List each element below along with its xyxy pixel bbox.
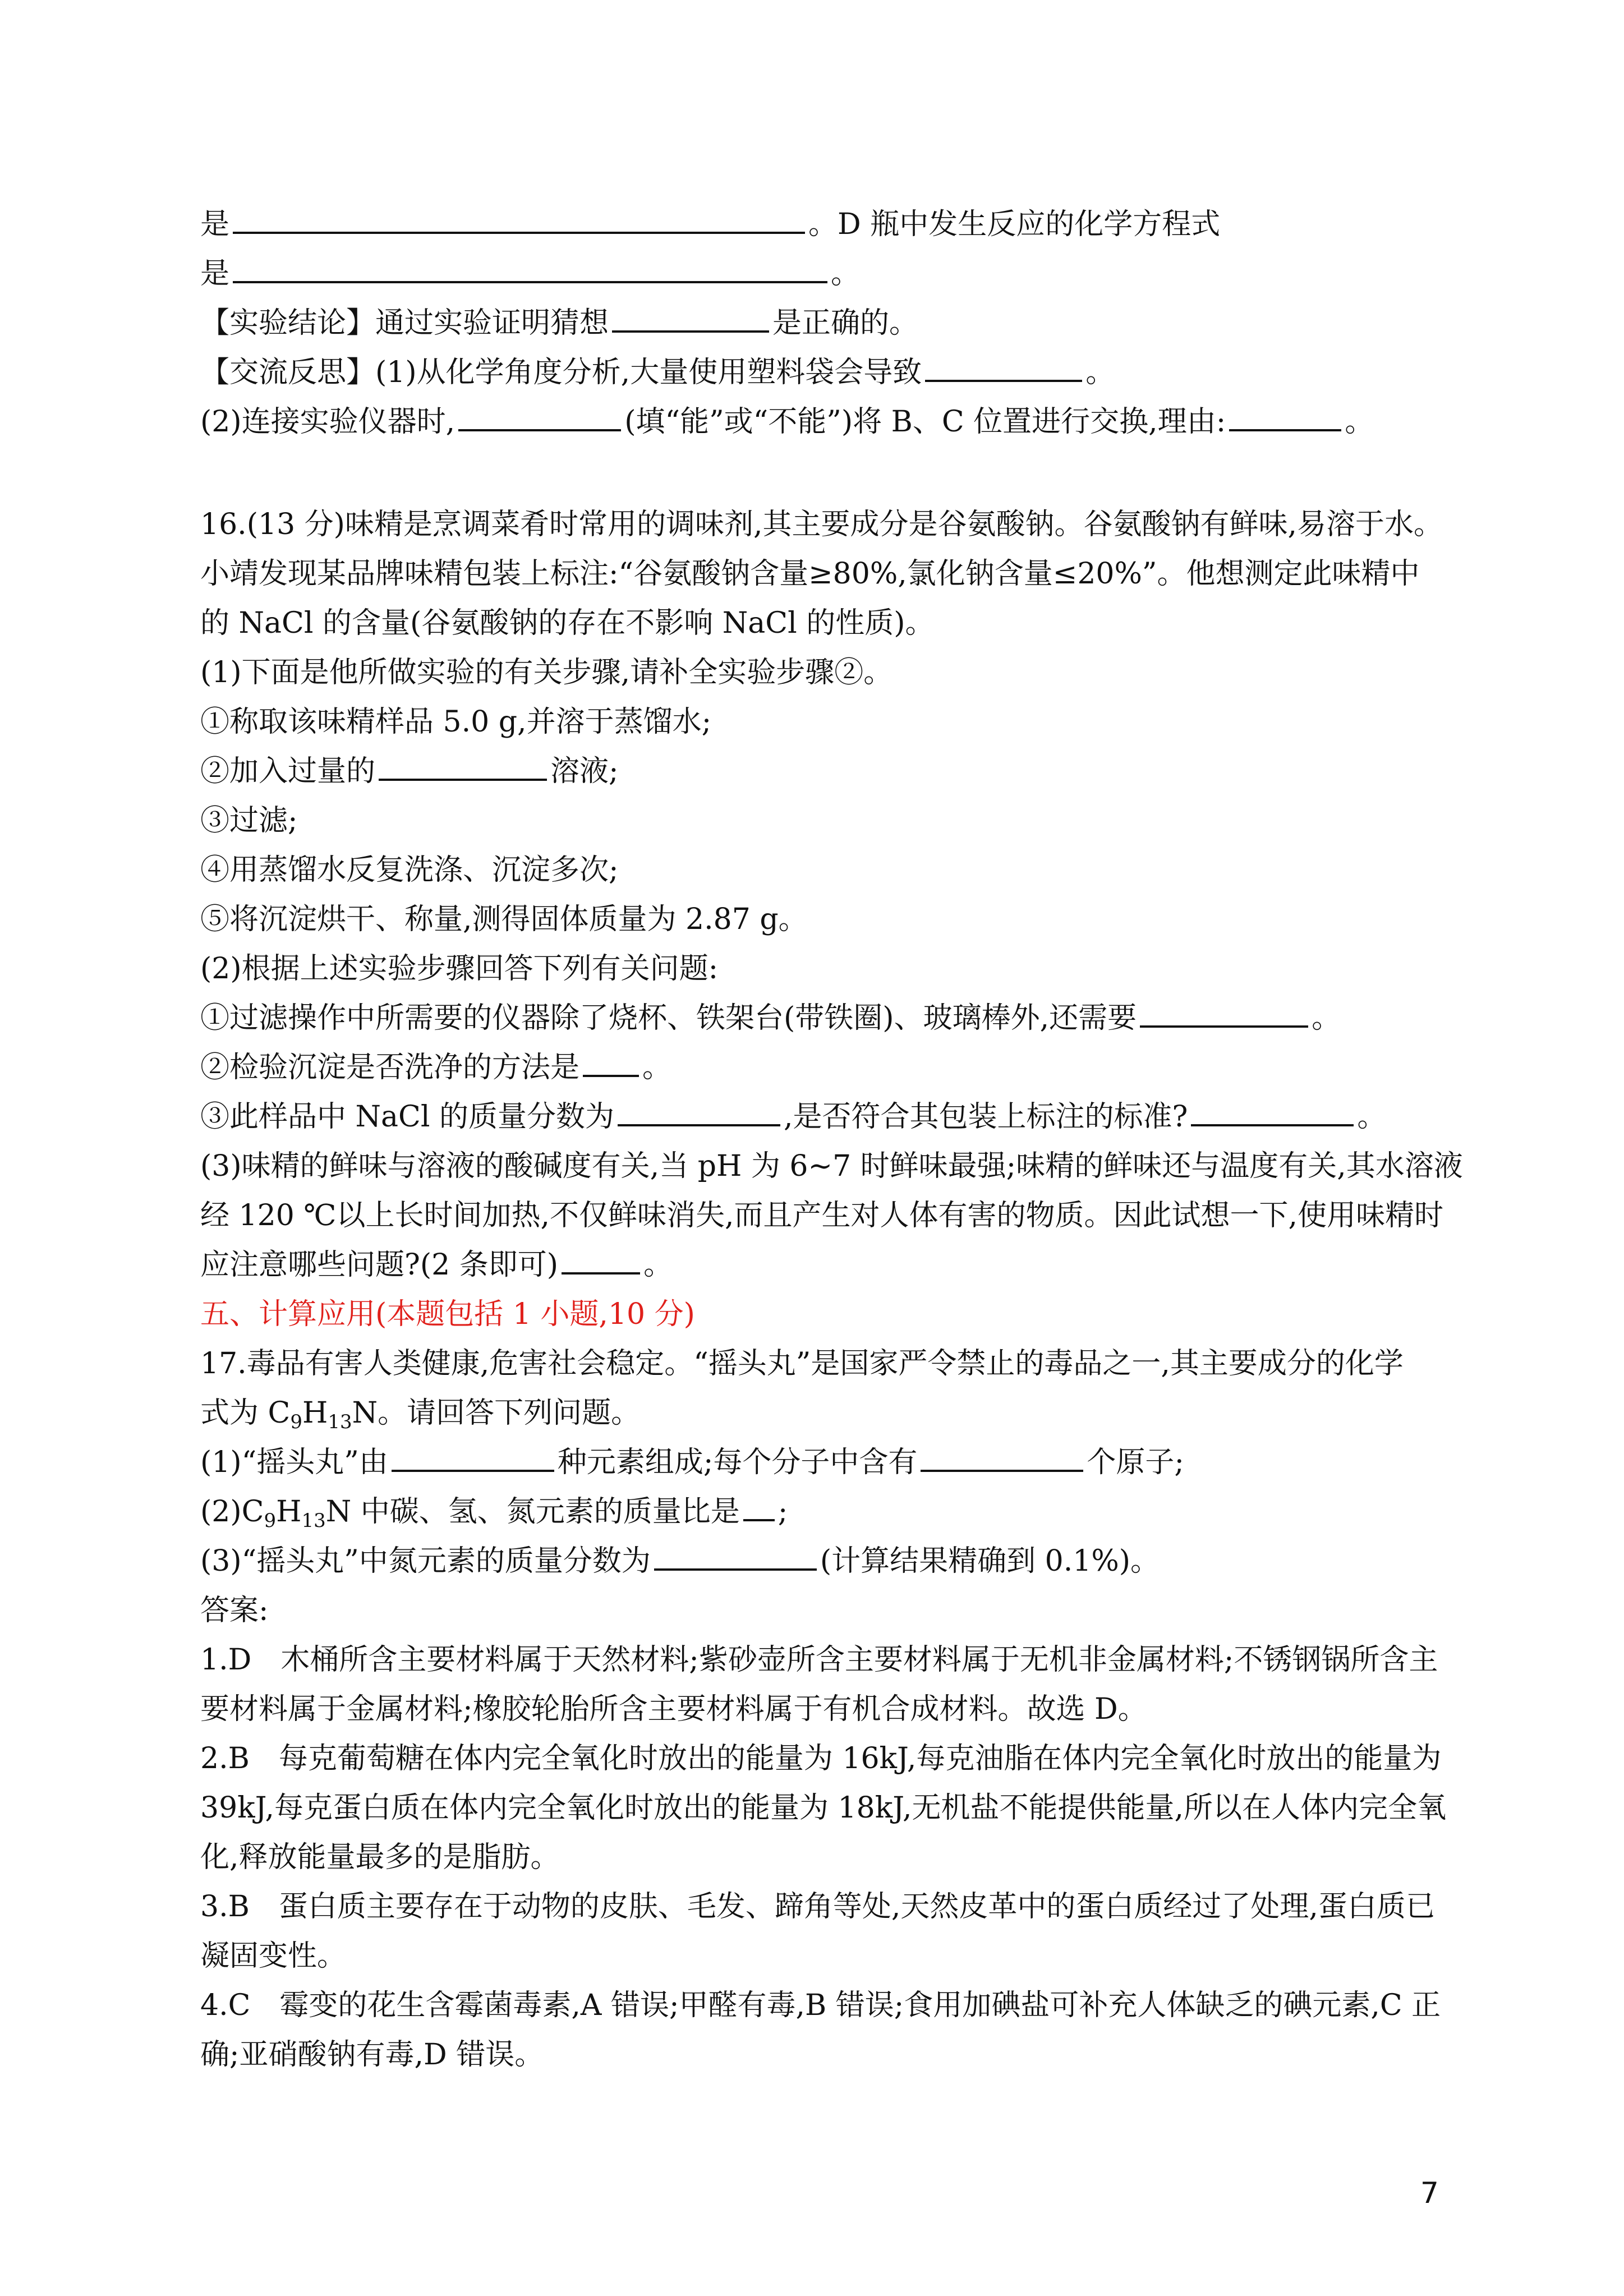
question-16-part-2a: ①过滤操作中所需要的仪器除了烧杯、铁架台(带铁圈)、玻璃棒外,还需要 。 xyxy=(200,990,1456,1046)
page-number: 7 xyxy=(1420,2177,1439,2210)
answer-blank[interactable] xyxy=(379,744,547,781)
answer-blank[interactable] xyxy=(1229,394,1341,431)
question-17-stem: 17.毒品有害人类健康,危害社会稳定。“摇头丸”是国家严令禁止的毒品之一,其主要成分的化学 xyxy=(200,1347,1404,1381)
step-2: ②加入过量的 溶液; xyxy=(200,743,1456,799)
answer-blank[interactable] xyxy=(233,197,805,234)
answer-4: 确;亚硝酸钠有毒,D 错误。 xyxy=(200,2038,544,2072)
answer-blank[interactable] xyxy=(654,1534,817,1571)
question-16-part-2c: ③此样品中 NaCl 的质量分数为 ,是否符合其包装上标注的标准? 。 xyxy=(200,1089,1456,1145)
question-16-part-3: (3)味精的鲜味与溶液的酸碱度有关,当 pH 为 6~7 时鲜味最强;味精的鲜味还与温度有关,其水溶液 xyxy=(200,1149,1463,1183)
step-1: ①称取该味精样品 5.0 g,并溶于蒸馏水; xyxy=(200,705,712,739)
text-line: 【实验结论】通过实验证明猜想 是正确的。 xyxy=(200,295,1456,351)
question-16-part-3: 经 120 ℃以上长时间加热,不仅鲜味消失,而且产生对人体有害的物质。因此试想一下,使用味精时 xyxy=(200,1199,1444,1232)
answer-3: 凝固变性。 xyxy=(200,1939,347,1973)
question-17-part-3: (3)“摇头丸”中氮元素的质量分数为 (计算结果精确到 0.1%)。 xyxy=(200,1533,1456,1589)
step-4: ④用蒸馏水反复洗涤、沉淀多次; xyxy=(200,853,619,887)
answer-blank[interactable] xyxy=(562,1237,640,1274)
answer-blank[interactable] xyxy=(458,394,621,431)
question-17-part-2: $(2)C_9H_{13}N$ 中碳、氢、氮元素的质量比是 ; xyxy=(200,1484,1456,1540)
step-5: ⑤将沉淀烘干、称量,测得固体质量为 2.87 g。 xyxy=(200,903,808,936)
answer-blank[interactable] xyxy=(1140,991,1308,1028)
question-17-stem: 式为 $C_9H_{13}N$。请回答下列问题。 xyxy=(200,1396,641,1433)
question-16-part-2: (2)根据上述实验步骤回答下列有关问题: xyxy=(200,952,719,986)
question-16-stem: 小靖发现某品牌味精包装上标注:“谷氨酸钠含量≥80%,氯化钠含量≤20%”。他想测定此味精中 xyxy=(200,557,1420,591)
answer-4: 4.C 霉变的花生含霉菌毒素,A 错误;甲醛有毒,B 错误;食用加碘盐可补充人体缺乏的碘元素,C 正 xyxy=(200,1989,1441,2022)
answer-blank[interactable] xyxy=(925,345,1082,382)
question-17-part-1: (1)“摇头丸”由 种元素组成;每个分子中含有 个原子; xyxy=(200,1434,1456,1490)
text-line: (2)连接实验仪器时, (填“能”或“不能”)将 B、C 位置进行交换,理由: 。 xyxy=(200,394,1456,450)
answers-heading: 答案: xyxy=(200,1594,269,1627)
answer-blank[interactable] xyxy=(921,1435,1083,1472)
answer-blank[interactable] xyxy=(233,246,827,283)
question-16-stem: 的 NaCl 的含量(谷氨酸钠的存在不影响 NaCl 的性质)。 xyxy=(200,606,935,640)
text-line: 【交流反思】(1)从化学角度分析,大量使用塑料袋会导致 。 xyxy=(200,344,1456,401)
answer-blank[interactable] xyxy=(392,1435,554,1472)
answer-blank[interactable] xyxy=(743,1484,775,1521)
question-16-part-1: (1)下面是他所做实验的有关步骤,请补全实验步骤②。 xyxy=(200,656,893,689)
question-16-part-2b: ②检验沉淀是否洗净的方法是 。 xyxy=(200,1039,1456,1096)
question-16-stem: 16.(13 分)味精是烹调菜肴时常用的调味剂,其主要成分是谷氨酸钠。谷氨酸钠有鲜味,易溶于水。 xyxy=(200,508,1443,541)
question-16-part-3: 应注意哪些问题?(2 条即可) 。 xyxy=(200,1237,1456,1293)
answer-2: 39kJ,每克蛋白质在体内完全氧化时放出的能量为 18kJ,无机盐不能提供能量,所以在人体内完全氧 xyxy=(200,1791,1447,1825)
answer-2: 2.B 每克葡萄糖在体内完全氧化时放出的能量为 16kJ,每克油脂在体内完全氧化时放出的能量为 xyxy=(200,1742,1442,1775)
answer-1: 要材料属于金属材料;橡胶轮胎所含主要材料属于有机合成材料。故选 D。 xyxy=(200,1692,1147,1726)
step-3: ③过滤; xyxy=(200,804,298,838)
answer-1: 1.D 木桶所含主要材料属于天然材料;紫砂壶所含主要材料属于无机非金属材料;不锈钢锅所含主 xyxy=(200,1643,1438,1677)
answer-2: 化,释放能量最多的是脂肪。 xyxy=(200,1841,560,1874)
answer-blank[interactable] xyxy=(612,296,769,333)
answer-blank[interactable] xyxy=(1191,1089,1354,1126)
text-line: 是 。 xyxy=(200,246,1456,302)
answer-3: 3.B 蛋白质主要存在于动物的皮肤、毛发、蹄角等处,天然皮革中的蛋白质经过了处理,蛋白质已 xyxy=(200,1890,1435,1924)
text-line: 是 。D 瓶中发生反应的化学方程式 xyxy=(200,196,1456,252)
answer-blank[interactable] xyxy=(583,1040,639,1077)
answer-blank[interactable] xyxy=(618,1089,780,1126)
section-heading: 五、计算应用(本题包括 1 小题,10 分) xyxy=(200,1297,695,1331)
